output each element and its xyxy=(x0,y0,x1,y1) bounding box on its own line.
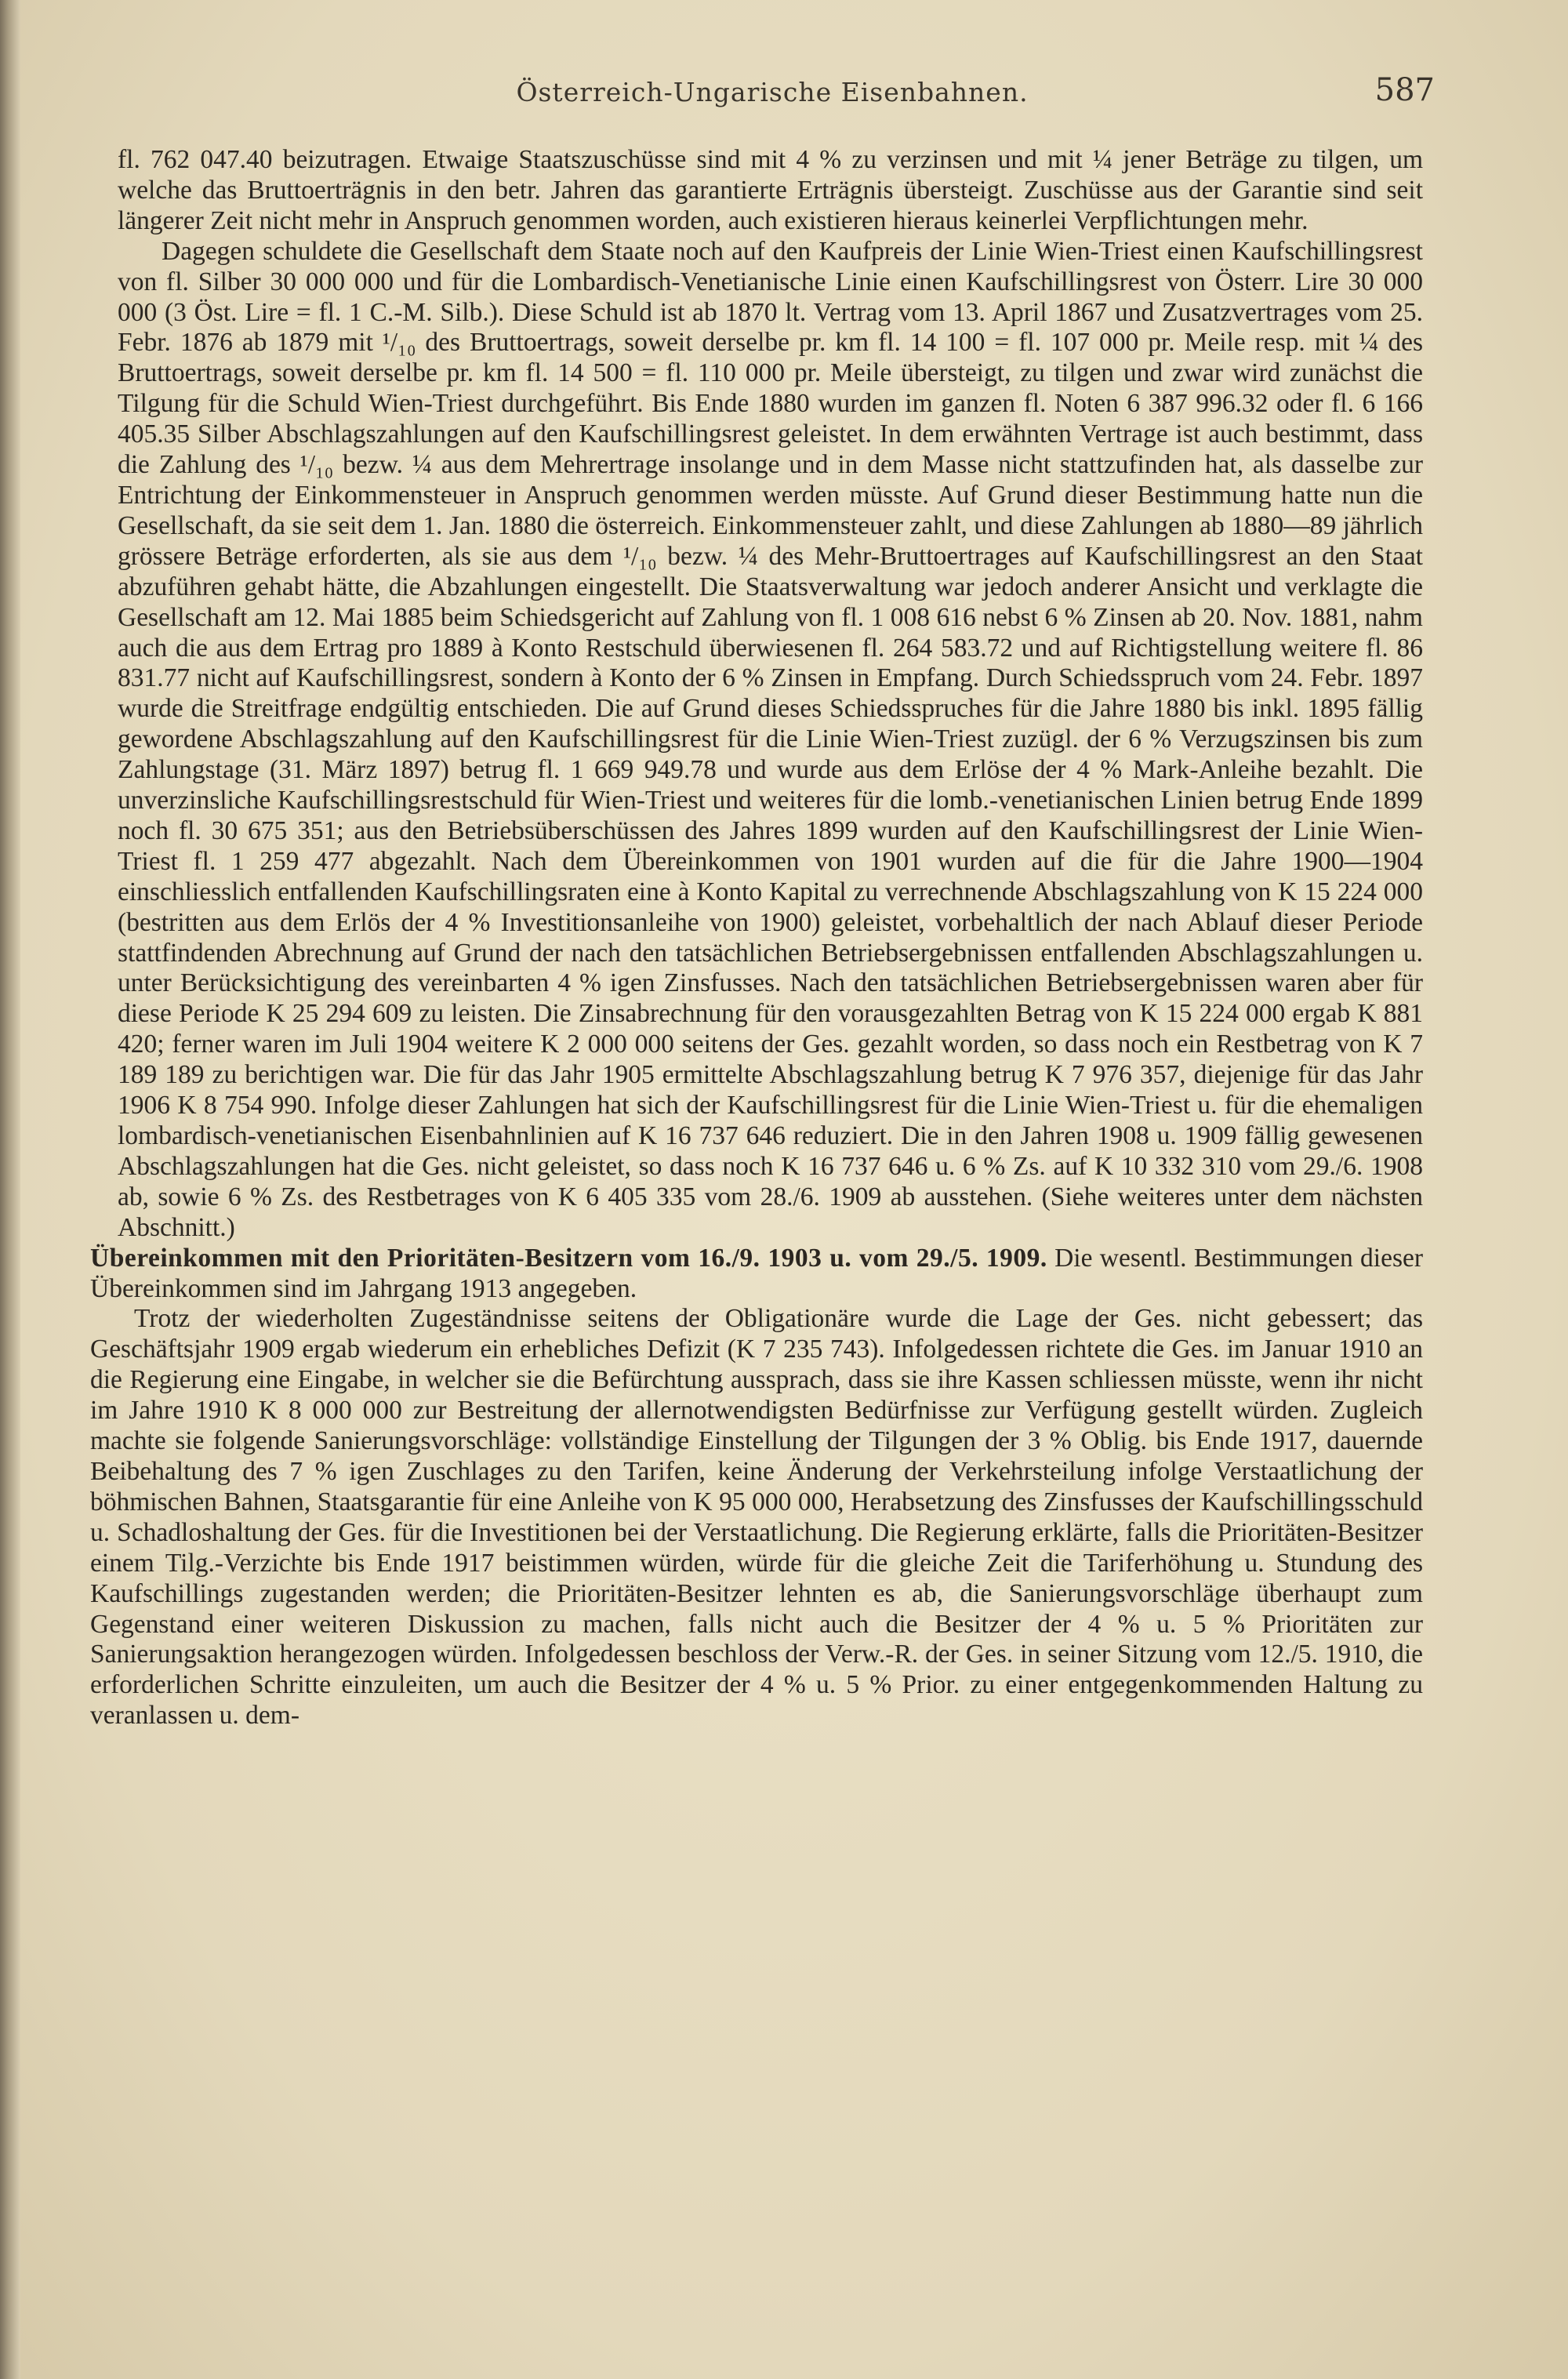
section-heading: Übereinkommen mit den Prioritäten-Besitzern vom 16./9. 1903 u. vom 29./5. 1909. xyxy=(90,1243,1047,1273)
body-text xyxy=(90,145,1424,1731)
paragraph-3: Trotz der wiederholten Zugeständnisse seitens der Obligationäre wurde die Lage der Ges. nicht gebessert; das Geschäftsjahr 1909 ergab wiederum ein erhebliches Defizit (K 7 235 743). Infolgedessen richtete die Ges. im Januar 1910 an die Regierung eine Eingabe, in welcher sie die Befürchtung aussprach, dass sie ihre Kassen schliessen müsste, wenn ihr nicht im Jahre 1910 K 8 000 000 zur Bestreitung der allernotwendigsten Bedürfnisse zur Verfügung gestellt würden. Zugleich machte sie folgende Sanierungsvorschläge: vollständige Einstellung der Tilgungen der 3 % Oblig. bis Ende 1917, dauernde Beibehaltung des 7 % igen Zuschlages zu den Tarifen, keine Änderung der Verkehrsteilung infolge Verstaatlichung der böhmischen Bahnen, Staatsgarantie für eine Anleihe von K 95 000 000, Herabsetzung des Zinsfusses der Kaufschillingsschuld u. Schadloshaltung der Ges. für die Investitionen bei der Verstaatlichung. Die Regierung erklärte, falls die Prioritäten-Besitzer einem Tilg.-Verzichte bis Ende 1917 beistimmen würden, würde für die gleiche Zeit die Tariferhöhung u. Stundung des Kaufschillings zugestanden werden; die Prioritäten-Besitzer lehnten es ab, die Sanierungsvorschläge überhaupt zum Gegenstand einer weiteren Diskussion zu machen, falls nicht auch die Besitzer der 4 % u. 5 % Prioritäten zur Sanierungsaktion herangezogen würden. Infolgedessen beschloss der Verw.-R. der Ges. in seiner Sitzung vom 12./5. 1910, die erforderlichen Schritte einzuleiten, um auch die Besitzer der 4 % u. 5 % Prior. zu einer entgegenkommenden Haltung zu veranlassen u. dem- xyxy=(90,1304,1423,1731)
running-title: Österreich-Ungarische Eisenbahnen. xyxy=(516,77,1029,107)
paragraph-1: fl. 762 047.40 beizutragen. Etwaige Staatszuschüsse sind mit 4 % zu verzinsen und mit ¼ jener Beträge zu tilgen, um welche das Bruttoerträgnis in den betr. Jahren das garantierte Erträgnis übersteigt. Zuschüsse aus der Garantie sind seit längerer Zeit nicht mehr in Anspruch genommen worden, auch existieren hieraus keinerlei Verpflichtungen mehr. xyxy=(118,145,1423,235)
page-binding-edge xyxy=(0,0,20,2379)
section-heading-tail: Die wesentl. Bestimmungen dieser Übereinkommen sind im Jahrgang 1913 angegeben. xyxy=(90,1243,1424,1303)
paragraph-2: Dagegen schuldete die Gesellschaft dem Staate noch auf den Kaufpreis der Linie Wien-Triest einen Kaufschillingsrest von fl. Silber 30 000 000 und für die Lombardisch-Venetianische Linie einen Kaufschillingsrest von Österr. Lire 30 000 000 (3 Öst. Lire = fl. 1 C.-M. Silb.). Diese Schuld ist ab 1870 lt. Vertrag vom 13. April 1867 und Zusatzvertrages vom 25. Febr. 1876 ab 1879 mit ¹/₁₀ des Bruttoertrags, soweit derselbe pr. km fl. 14 100 = fl. 107 000 pr. Meile resp. mit ¼ des Bruttoertrags, soweit derselbe pr. km fl. 14 500 = fl. 110 000 pr. Meile übersteigt, zu tilgen und zwar wird zunächst die Tilgung für die Schuld Wien-Triest durchgeführt. Bis Ende 1880 wurden im ganzen fl. Noten 6 387 996.32 oder fl. 6 166 405.35 Silber Abschlagszahlungen auf den Kaufschillingsrest geleistet. In dem erwähnten Vertrage ist auch bestimmt, dass die Zahlung des ¹/₁₀ bezw. ¼ aus dem Mehrertrage insolange und in dem Masse nicht stattzufinden hat, als dasselbe zur Entrichtung der Einkommensteuer in Anspruch genommen werden müsste. Auf Grund dieser Bestimmung hatte nun die Gesellschaft, da sie seit dem 1. Jan. 1880 die österreich. Einkommensteuer zahlt, und diese Zahlungen ab 1880—89 jährlich grössere Beträge erforderten, als sie aus dem ¹/₁₀ bezw. ¼ des Mehr-Bruttoertrages auf Kaufschillingsrest an den Staat abzuführen gehabt hätte, die Abzahlungen eingestellt. Die Staatsverwaltung war jedoch anderer Ansicht und verklagte die Gesellschaft am 12. Mai 1885 beim Schiedsgericht auf Zahlung von fl. 1 008 616 nebst 6 % Zinsen ab 20. Nov. 1881, nahm auch die aus dem Ertrag pro 1889 à Konto Restschuld überwiesenen fl. 264 583.72 und auf Richtigstellung weitere fl. 86 831.77 nicht auf Kaufschillingsrest, sondern à Konto der 6 % Zinsen in Empfang. Durch Schiedsspruch vom 24. Febr. 1897 wurde die Streitfrage endgültig entschieden. Die auf Grund dieses Schiedsspruches für die Jahre 1880 bis inkl. 1895 fällig gewordene Abschlagszahlung auf den Kaufschillingsrest für die Linie Wien-Triest zuzügl. der 6 % Verzugszinsen bis zum Zahlungstage (31. März 1897) betrug fl. 1 669 949.78 und wurde aus dem Erlöse der 4 % Mark-Anleihe bezahlt. Die unverzinsliche Kaufschillingsrestschuld für Wien-Triest und weiteres für die lomb.-venetianischen Linien betrug Ende 1899 noch fl. 30 675 351; aus den Betriebsüberschüssen des Jahres 1899 wurden auf den Kaufschillingsrest der Linie Wien-Triest fl. 1 259 477 abgezahlt. Nach dem Übereinkommen von 1901 wurden auf die für die Jahre 1900—1904 einschliesslich entfallenden Kaufschillingsraten eine à Konto Kapital zu verrechnende Abschlagszahlung von K 15 224 000 (bestritten aus dem Erlös der 4 % Investitionsanleihe von 1900) geleistet, vorbehaltlich der nach Ablauf dieser Periode stattfindenden Abrechnung auf Grund der nach den tatsächlichen Betriebsergebnissen entfallenden Abschlagszahlungen u. unter Berücksichtigung des vereinbarten 4 % igen Zinsfusses. Nach den tatsächlichen Betriebsergebnissen waren aber für diese Periode K 25 294 609 zu leisten. Die Zinsabrechnung für den vorausgezahlten Betrag von K 15 224 000 ergab K 881 420; ferner waren im Juli 1904 weitere K 2 000 000 seitens der Ges. gezahlt worden, so dass noch ein Restbetrag von K 7 189 189 zu berichtigen war. Die für das Jahr 1905 ermittelte Abschlagszahlung betrug K 7 976 357, diejenige für das Jahr 1906 K 8 754 990. Infolge dieser Zahlungen hat sich der Kaufschillingsrest für die Linie Wien-Triest u. für die ehemaligen lombardisch-venetianischen Eisenbahnlinien auf K 16 737 646 reduziert. Die in den Jahren 1908 u. 1909 fällig gewesenen Abschlagszahlungen hat die Ges. nicht geleistet, so dass noch K 16 737 646 u. 6 % Zs. auf K 10 332 310 vom 29./6. 1908 ab, sowie 6 % Zs. des Restbetrages von K 6 405 335 vom 28./6. 1909 ab ausstehen. (Siehe weiteres unter dem nächsten Abschnitt.) xyxy=(118,236,1423,1242)
section-heading-paragraph xyxy=(90,1244,1423,1305)
page-header xyxy=(110,72,1435,119)
page-number: 587 xyxy=(1374,72,1435,108)
